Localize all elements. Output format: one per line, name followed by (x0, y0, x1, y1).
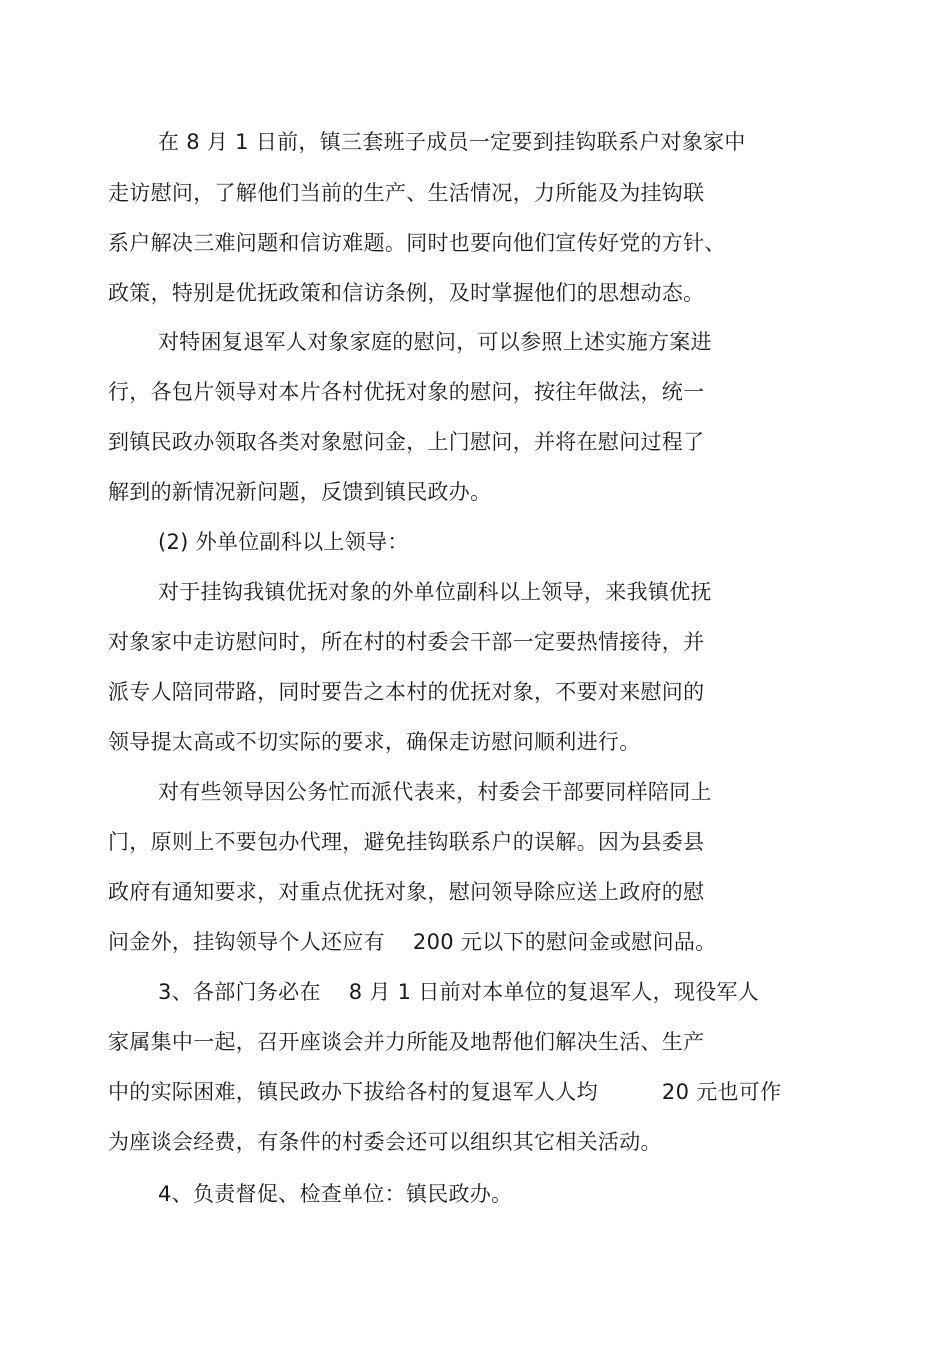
text-line-18-part-1: 3、各部门务必在 (158, 980, 321, 1004)
text-line-3: 系户解决三难问题和信访难题。同时也要向他们宣传好党的方针、 (108, 231, 726, 255)
text-line-22: 4、负责督促、检查单位：镇民政办。 (158, 1182, 513, 1206)
text-line-18-part-2: 8 月 1 日前对本单位的复退军人，现役军人 (348, 980, 760, 1004)
text-line-7: 到镇民政办领取各类对象慰问金，上门慰问，并将在慰问过程了 (108, 430, 705, 454)
text-line-19: 家属集中一起，召开座谈会并力所能及地帮他们解决生活、生产 (108, 1030, 705, 1054)
text-line-12: 派专人陪同带路，同时要告之本村的优抚对象，不要对来慰问的 (108, 680, 705, 704)
text-line-2: 走访慰问，了解他们当前的生产、生活情况，力所能及为挂钩联 (108, 181, 705, 205)
text-line-18 (158, 978, 759, 1006)
text-line-17 (108, 928, 716, 956)
text-line-8: 解到的新情况新问题，反馈到镇民政办。 (108, 480, 492, 504)
text-line-10: 对于挂钩我镇优抚对象的外单位副科以上领导，来我镇优抚 (158, 580, 712, 604)
text-line-17-part-2: 200 元以下的慰问金或慰问品。 (412, 930, 717, 954)
text-line-20 (108, 1078, 781, 1106)
text-line-16: 政府有通知要求，对重点优抚对象，慰问领导除应送上政府的慰 (108, 880, 705, 904)
text-line-21: 为座谈会经费，有条件的村委会还可以组织其它相关活动。 (108, 1130, 662, 1154)
text-line-4: 政策，特别是优抚政策和信访条例，及时掌握他们的思想动态。 (108, 281, 705, 305)
text-line-5: 对特困复退军人对象家庭的慰问，可以参照上述实施方案进 (158, 330, 712, 354)
text-line-11: 对象家中走访慰问时，所在村的村委会干部一定要热情接待，并 (108, 630, 705, 654)
text-line-13: 领导提太高或不切实际的要求，确保走访慰问顺利进行。 (108, 730, 641, 754)
text-line-1: 在 8 月 1 日前，镇三套班子成员一定要到挂钩联系户对象家中 (158, 130, 746, 154)
text-line-17-part-1: 问金外，挂钩领导个人还应有 (108, 930, 385, 954)
text-line-20-part-1: 中的实际困难，镇民政办下拔给各村的复退军人人均 (108, 1080, 598, 1104)
text-line-15: 门，原则上不要包办代理，避免挂钩联系户的误解。因为县委县 (108, 830, 705, 854)
text-line-20-part-2: 20 元也可作 (661, 1080, 782, 1104)
text-line-14: 对有些领导因公务忙而派代表来，村委会干部要同样陪同上 (158, 780, 712, 804)
text-line-6: 行，各包片领导对本片各村优抚对象的慰问，按往年做法，统一 (108, 380, 705, 404)
section-heading: (2) 外单位副科以上领导： (158, 530, 409, 554)
